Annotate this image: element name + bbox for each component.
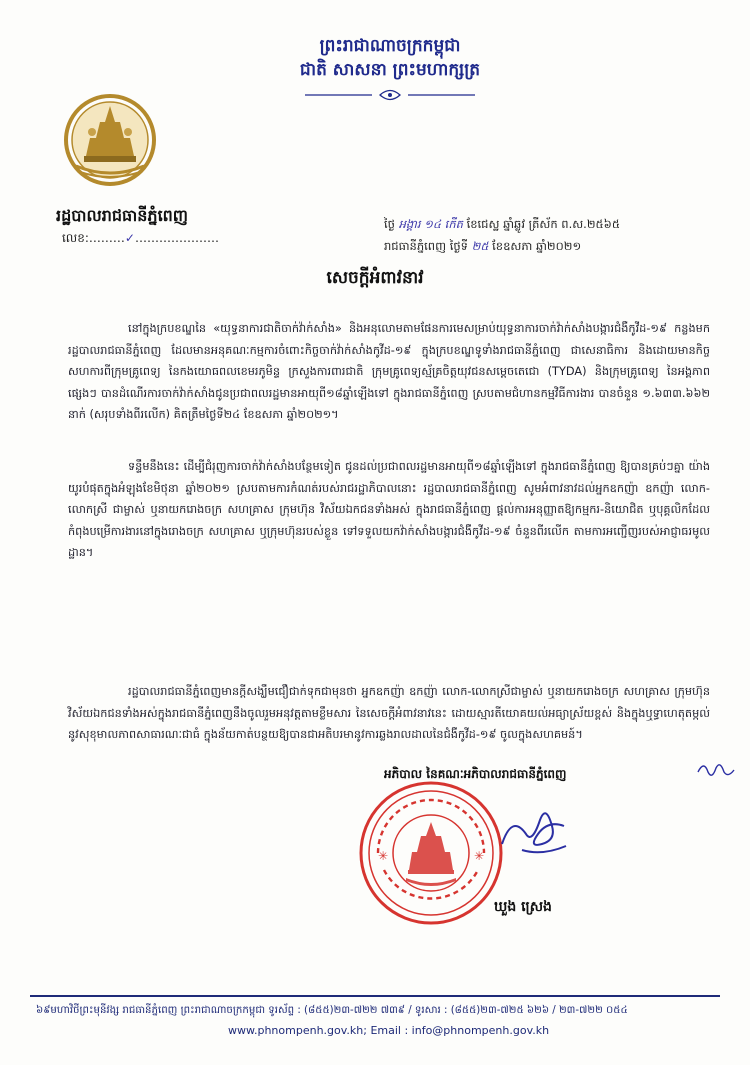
lunar-date-suffix: ខែជេស្ឋ ឆ្នាំឆ្លូវ ត្រីស័ក ព.ស.២៥៦៥ — [466, 217, 620, 231]
solar-date-handwritten: ២៥ — [471, 239, 489, 253]
footer-contact: www.phnompenh.gov.kh; Email : info@phnompenh.gov.kh — [228, 1024, 550, 1037]
document-title: សេចក្តីអំពាវនាវ — [326, 268, 424, 288]
kingdom-name: ព្រះរាជាណាចក្រកម្ពុជា — [319, 36, 461, 56]
paragraph-3: រដ្ឋបាលរាជធានីភ្នំពេញមានក្តីសង្ឃឹមជឿជាក់ទុកជាមុនថា អ្នកឧកញ៉ា ឧកញ៉ា លោក-លោកស្រីជាម្ចាស់ ឬនាយករោងចក្រ សហគ្រាស ក្រុមហ៊ុន វិស័យឯកជនទាំងអស់ក្នុងរាជធានីភ្នំពេញនឹងចូលរួមអនុវត្តតាមខ្លឹមសារ នៃសេចក្តីអំពាវនាវនេះ ដោយស្មារតីយោគយល់អធ្យាស្រ័យខ្ពស់ និងក្នុងឬទ្ធាហេតុតម្កល់នូវសុខុមាលភាពសាធារណៈជាធំ ក្នុងន័យកាត់បន្ថយឱ្យបានជាអតិបរមានូវការឆ្លងរាលដាលនៃជំងឺកូវីដ-១៩ ចូលក្នុងសហគមន៍។ — [68, 685, 710, 741]
solar-date — [384, 235, 724, 257]
svg-text:✳: ✳ — [378, 849, 389, 863]
solar-date-prefix: រាជធានីភ្នំពេញ ថ្ងៃទី — [384, 239, 468, 253]
signatory-title: អភិបាល នៃគណៈអភិបាលរាជធានីភ្នំពេញ — [384, 767, 567, 781]
phnom-penh-emblem-icon — [62, 92, 158, 188]
paragraph-2: ទន្ទឹមនឹងនេះ ដើម្បីជំរុញការចាក់វ៉ាក់សាំងបន្ថែមទៀត ជូនដល់ប្រជាពលរដ្ឋមានអាយុពី១៨ឆ្នាំឡើងទៅ ក្នុងរាជធានីភ្នំពេញ ឱ្យបានគ្រប់ៗគ្នា យ៉ាងយូរបំផុតក្នុងអំឡុងខែមិថុនា ឆ្នាំ២០២១ ស្របតាមការកំណត់របស់រាជរដ្ឋាភិបាលនោះ រដ្ឋបាលរាជធានីភ្នំពេញ សូមអំពាវនាវដល់អ្នកឧកញ៉ា ឧកញ៉ា លោក-លោកស្រី ជាម្ចាស់ ឬនាយករោងចក្រ សហគ្រាស ក្រុមហ៊ុន វិស័យឯកជនទាំងអស់ ក្នុងរាជធានីភ្នំពេញ ផ្តល់ការអនុញ្ញាតឱ្យកម្មករ-និយោជិត ឬបុគ្គលិកដែលកំពុងបម្រើការងារនៅក្នុងរោងចក្រ សហគ្រាស ឬក្រុមហ៊ុនរបស់ខ្លួន ទៅទទួលយកវ៉ាក់សាំងបង្ការជំងឺកូវីដ-១៩ ចំនួនពីរលើក តាមការអញ្ជើញរបស់អាជ្ញាធរមូលដ្ឋាន។ — [68, 460, 710, 559]
reference-number — [62, 230, 219, 248]
ornament-divider-icon — [300, 88, 480, 102]
handwritten-signature-icon — [492, 800, 582, 860]
ministry-name: រដ្ឋបាលរាជធានីភ្នំពេញ — [56, 206, 189, 225]
reference-dots: ………………… — [134, 231, 219, 245]
footer-address: ៦៩មហាវិថីព្រះមុនីវង្ស រាជធានីភ្នំពេញ ព្រះរាជាណាចក្រកម្ពុជា ទូរស័ព្ទ : (៨៥៥)២៣-៧២២ ៧៣៩ / ទូរសារ : (៨៥៥)២៣-៧២៥ ៦២៦ / ២៣-៧២២ ០៥៤ — [36, 1005, 628, 1016]
lunar-date-handwritten: អង្គារ ១៤ កើត — [398, 217, 463, 231]
national-motto: ជាតិ សាសនា ព្រះមហាក្សត្រ — [299, 60, 481, 80]
paragraph-1: នៅក្នុងក្របខណ្ឌនៃ «យុទ្ធនាការជាតិចាក់វ៉ាក់សាំង» និងអនុលោមតាមផែនការមេសម្រាប់យុទ្ធនាការចាក់វ៉ាក់សាំងបង្ការជំងឺកូវីដ-១៩ កន្លងមក រដ្ឋបាលរាជធានីភ្នំពេញ ដែលមានអនុគណៈកម្មការចំពោះកិច្ចចាក់វ៉ាក់សាំងកូវីដ-១៩ ក្នុងក្របខណ្ឌទូទាំងរាជធានីភ្នំពេញ ជាសេនាធិការ និងដោយមានកិច្ចសហការពីក្រុមគ្រូពេទ្យ នៃកងយោធពលខេមរភូមិន្ទ ក្រសួងការពារជាតិ ក្រុមគ្រូពេទ្យស្ម័គ្រចិត្តយុវជនសម្តេចតេជោ (TYDA) និងក្រុមគ្រូពេទ្យ នៃអង្គភាពផ្សេងៗ បានដំណើរការចាក់វ៉ាក់សាំងជូនប្រជាពលរដ្ឋមានអាយុពី១៨ឆ្នាំឡើងទៅ ក្នុងរាជធានីភ្នំពេញ ស្របតាមជំហានកម្មវិធីការងារ បានចំនួន ១.៦៣៣.៦៦២ នាក់ (សរុបទាំងពីរលើក) គិតត្រឹមថ្ងៃទី២៤ ខែឧសភា ឆ្នាំ២០២១។ — [68, 322, 710, 421]
initials-icon — [696, 760, 736, 778]
kingdom-header — [250, 34, 530, 82]
lunar-date — [384, 213, 724, 235]
svg-text:✳: ✳ — [474, 849, 485, 863]
lunar-date-prefix: ថ្ងៃ — [384, 217, 395, 231]
official-seal-icon — [358, 780, 504, 926]
solar-date-suffix: ខែឧសភា ឆ្នាំ២០២១ — [492, 239, 582, 253]
reference-handwritten: ✓ — [124, 231, 135, 245]
signatory-name: ឃួង ស្រេង — [494, 899, 552, 915]
date-block — [384, 213, 724, 257]
reference-label: លេខ:……… — [62, 231, 125, 245]
footer-divider — [30, 995, 720, 997]
